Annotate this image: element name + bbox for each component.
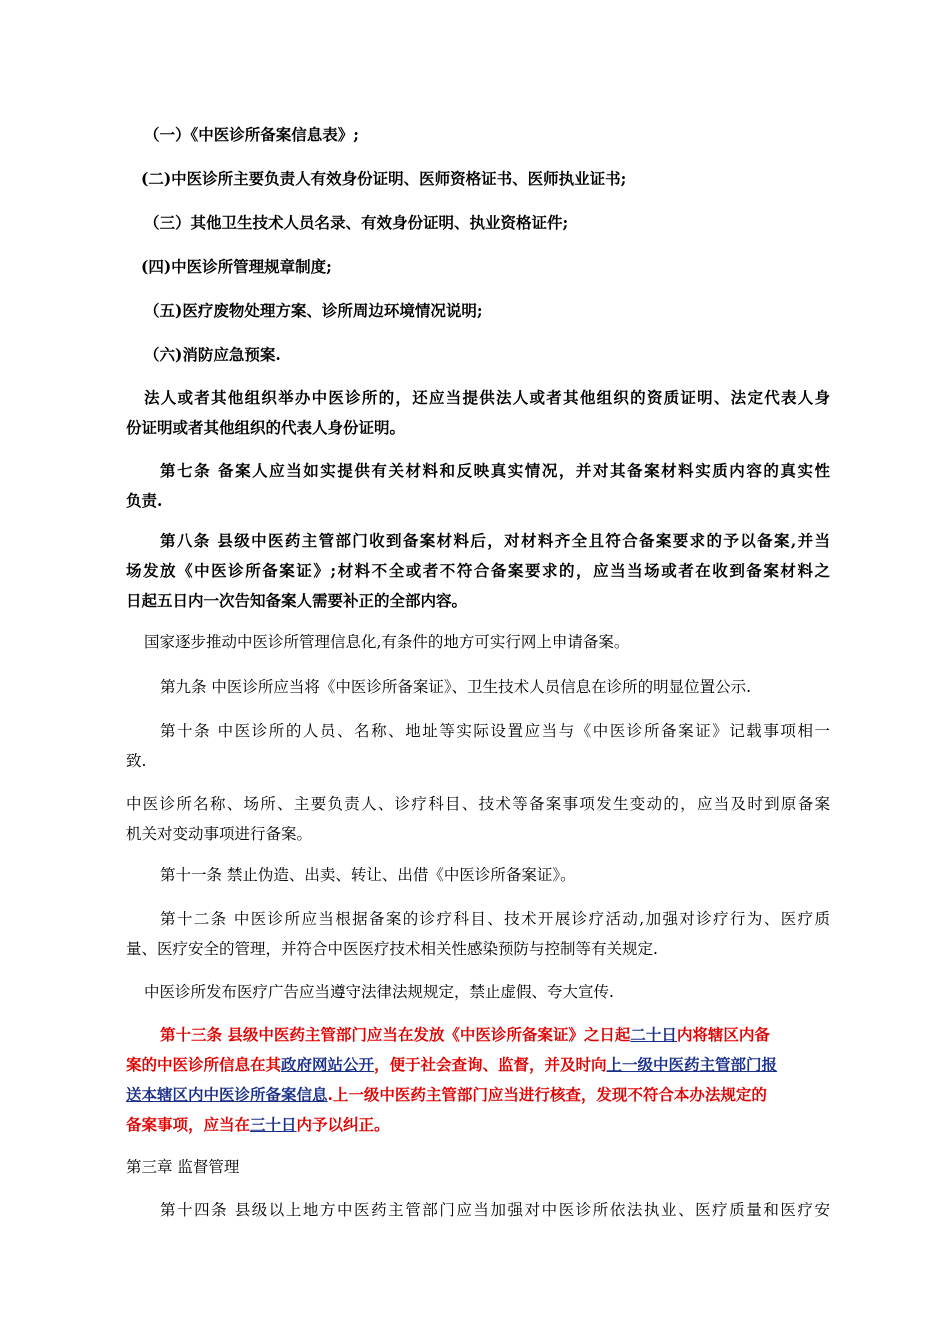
deadline-twenty-days: 二十日 [630,1025,677,1044]
higher-authority-link[interactable]: 上一级中医药主管部门报 [606,1055,778,1074]
item-3: （三）其他卫生技术人员名录、有效身份证明、执业资格证件; [144,213,569,232]
article-14-line-1: 第十四条 县级以上地方中医药主管部门应当加强对中医诊所依法执业、医疗质量和医疗安 [160,1201,830,1219]
item-6: （六)消防应急预案. [144,345,281,364]
article-13-text: 内将辖区内备 [676,1025,770,1044]
article-13-line-4 [126,1114,390,1136]
article-12-line-1: 第十二条 中医诊所应当根据备案的诊疗科目、技术开展诊疗活动,加强对诊疗行为、医疗质 [160,910,830,928]
article-10-line-2: 致. [126,752,147,770]
change-para-line-2: 机关对变动事项进行备案。 [126,825,313,843]
article-13-line-1 [160,1024,770,1046]
article-7-line-1: 第七条 备案人应当如实提供有关材料和反映真实情况，并对其备案材料实质内容的真实性 [160,461,830,480]
article-13-text: ，便于社会查询、监督，并及时向 [374,1055,607,1074]
government-website-link[interactable]: 政府网站公开 [281,1055,375,1074]
deadline-thirty-days: 三十日 [250,1115,297,1134]
article-11: 第十一条 禁止伪造、出卖、转让、出借《中医诊所备案证》。 [160,866,576,884]
article-10-line-1: 第十条 中医诊所的人员、名称、地址等实际设置应当与《中医诊所备案证》记载事项相一 [160,722,830,740]
article-13-text: 第十三条 县级中医药主管部门应当在发放《中医诊所备案证》之日起 [160,1025,631,1044]
chapter-3-heading: 第三章 监督管理 [126,1158,240,1176]
article-7-line-2: 负责. [126,491,163,510]
org-para-line-2: 份证明或者其他组织的代表人身份证明。 [126,418,406,437]
online-para: 国家逐步推动中医诊所管理信息化,有条件的地方可实行网上申请备案。 [144,633,630,651]
article-8-line-2: 场发放《中医诊所备案证》;材料不全或者不符合备案要求的，应当当场或者在收到备案材料之 [126,561,830,580]
item-2: (二)中医诊所主要负责人有效身份证明、医师资格证书、医师执业证书; [141,169,627,188]
change-para-line-1: 中医诊所名称、场所、主要负责人、诊疗科目、技术等备案事项发生变动的，应当及时到原备案 [126,795,830,813]
article-13-line-2 [126,1054,777,1076]
article-13-text: 备案事项，应当在 [126,1115,251,1134]
article-13-text: .上一级中医药主管部门应当进行核查，发现不符合本办法规定的 [327,1085,767,1104]
advertising-para: 中医诊所发布医疗广告应当遵守法律法规规定，禁止虚假、夸大宣传. [144,983,614,1001]
article-9: 第九条 中医诊所应当将《中医诊所备案证》、卫生技术人员信息在诊所的明显位置公示. [160,678,752,696]
higher-authority-link-cont[interactable]: 送本辖区内中医诊所备案信息 [126,1085,328,1104]
org-para-line-1: 法人或者其他组织举办中医诊所的，还应当提供法人或者其他组织的资质证明、法定代表人身 [144,388,830,407]
article-8-line-3: 日起五日内一次告知备案人需要补正的全部内容。 [126,591,468,610]
article-13-text: 案的中医诊所信息在其 [126,1055,282,1074]
article-8-line-1: 第八条 县级中医药主管部门收到备案材料后，对材料齐全且符合备案要求的予以备案,并当 [160,531,830,550]
article-13-text: 内予以纠正。 [296,1115,390,1134]
article-13-line-3 [126,1084,767,1106]
item-4: (四)中医诊所管理规章制度; [141,257,332,276]
article-12-line-2: 量、医疗安全的管理，并符合中医医疗技术相关性感染预防与控制等有关规定. [126,940,658,958]
item-5: （五)医疗废物处理方案、诊所周边环境情况说明; [144,301,483,320]
item-1: （一）《中医诊所备案信息表》; [144,125,359,144]
